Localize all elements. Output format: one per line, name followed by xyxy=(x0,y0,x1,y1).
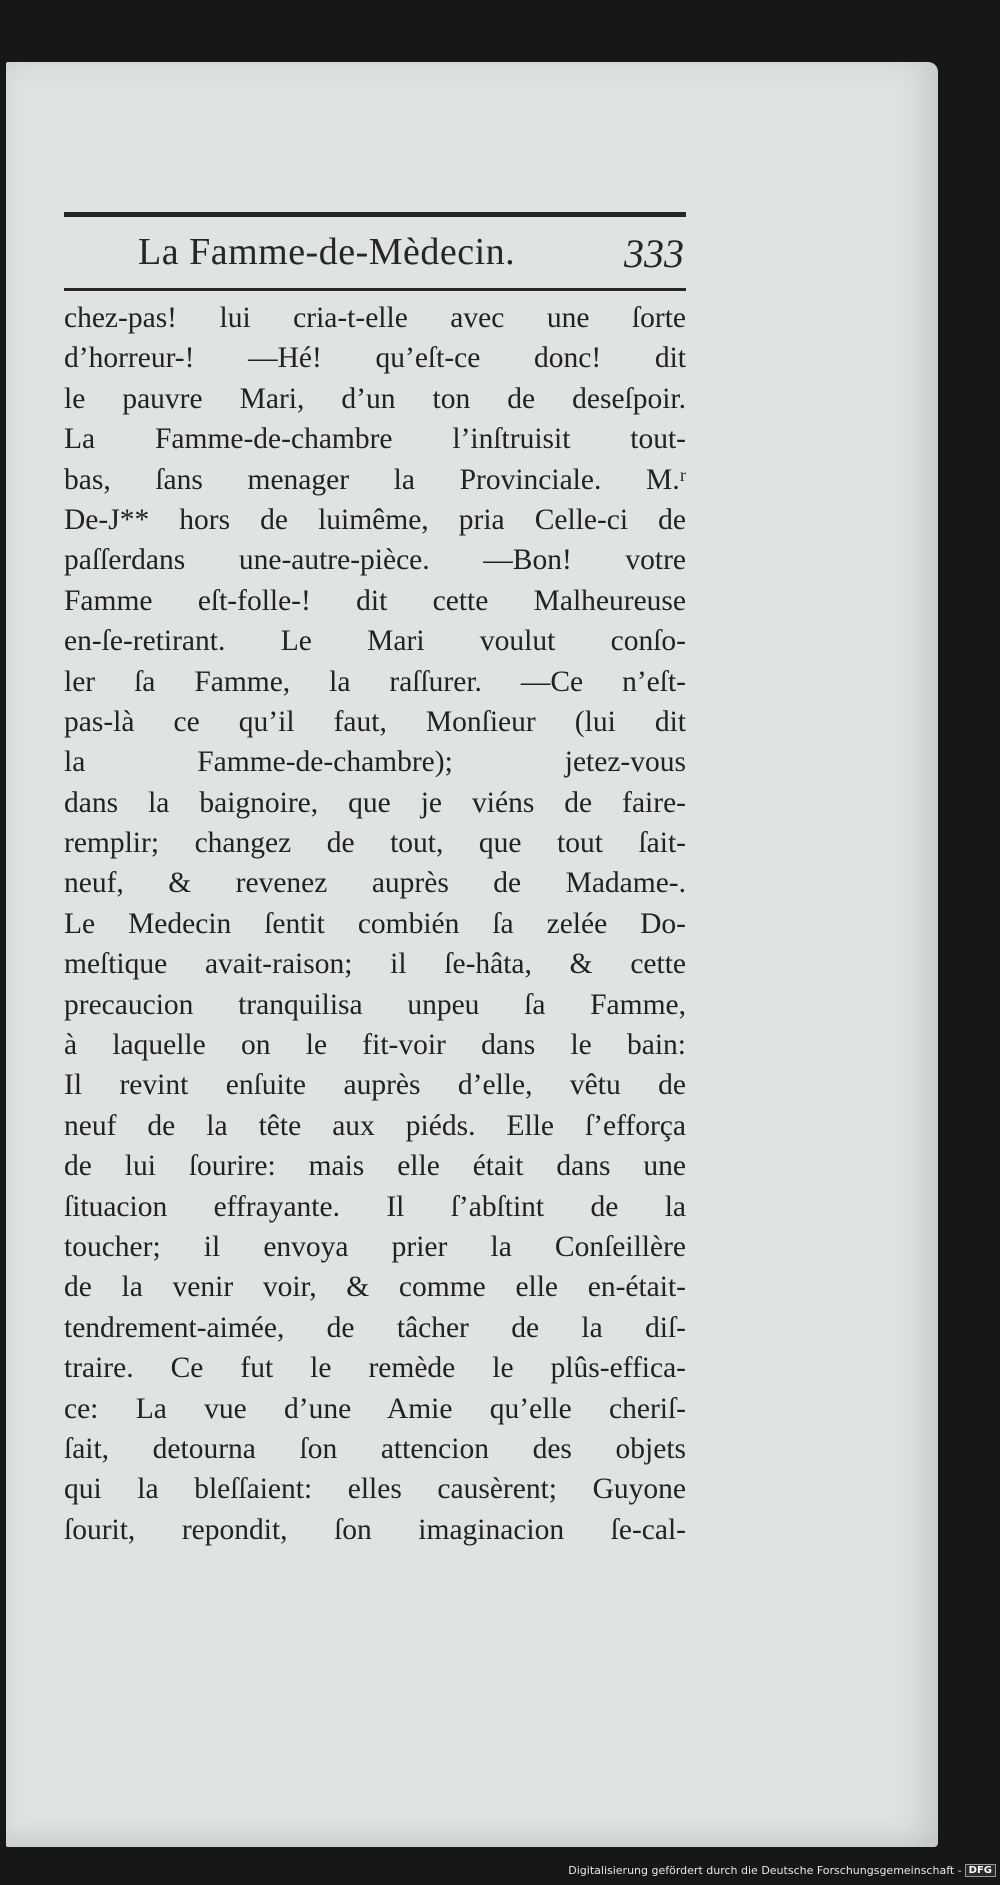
text-line: tendrement-aimée, de tâcher de la diſ- xyxy=(64,1311,686,1344)
text-line: le pauvre Mari, d’un ton de deseſpoir. xyxy=(64,382,686,415)
digitization-credit xyxy=(568,1864,996,1877)
text-line: remplir; changez de tout, que tout ſait- xyxy=(64,827,686,860)
text-line: qui la bleſſaient: elles causèrent; Guyone xyxy=(64,1473,686,1506)
text-line: meſtique avait-raison; il ſe-hâta, & cette xyxy=(64,948,686,981)
text-line: Il revint enſuite auprès d’elle, vêtu de xyxy=(64,1069,686,1102)
header-bottom-rule xyxy=(64,288,686,291)
text-line: Le Medecin ſentit combién ſa zelée Do- xyxy=(64,907,686,940)
text-line: Famme eſt-folle-! dit cette Malheureuse xyxy=(64,584,686,617)
text-line: traire. Ce fut le remède le plûs-effica- xyxy=(64,1352,686,1385)
text-line: bas, ſans menager la Provinciale. M.ʳ xyxy=(64,463,686,496)
text-line: neuf de la tête aux piéds. Elle ſ’efforça xyxy=(64,1109,686,1142)
body-text xyxy=(64,298,694,1550)
page-number: 333 xyxy=(624,231,684,276)
book-page xyxy=(6,62,938,1847)
text-line: ſourit, repondit, ſon imaginacion ſe-cal- xyxy=(64,1513,686,1546)
text-line: ler ſa Famme, la raſſurer. —Ce n’eſt- xyxy=(64,665,686,698)
text-line: de la venir voir, & comme elle en-était- xyxy=(64,1271,686,1304)
dfg-logo: DFG xyxy=(965,1864,996,1877)
text-line: de lui ſourire: mais elle était dans une xyxy=(64,1150,686,1183)
text-line: precaucion tranquilisa unpeu ſa Famme, xyxy=(64,988,686,1021)
text-line: neuf, & revenez auprès de Madame-. xyxy=(64,867,686,900)
credit-text: Digitalisierung gefördert durch die Deutsche Forschungsgemeinschaft - xyxy=(568,1864,962,1877)
text-line: toucher; il envoya prier la Conſeillère xyxy=(64,1230,686,1263)
text-line: en-ſe-retirant. Le Mari voulut conſo- xyxy=(64,625,686,658)
header-top-rule xyxy=(64,212,686,217)
running-header xyxy=(64,222,686,284)
text-line: dans la baignoire, que je viéns de faire- xyxy=(64,786,686,819)
text-line: ſait, detourna ſon attencion des objets xyxy=(64,1432,686,1465)
text-line: De-J** hors de luimême, pria Celle-ci de xyxy=(64,503,686,536)
text-line: ce: La vue d’une Amie qu’elle cheriſ- xyxy=(64,1392,686,1425)
running-title: La Famme-de-Mèdecin. xyxy=(138,231,516,273)
text-line: pas-là ce qu’il faut, Monſieur (lui dit xyxy=(64,705,686,738)
text-line: la Famme-de-chambre); jetez-vous xyxy=(64,746,686,779)
text-line: à laquelle on le fit-voir dans le bain: xyxy=(64,1029,686,1062)
text-line: ſituacion effrayante. Il ſ’abſtint de la xyxy=(64,1190,686,1223)
text-line: paſſerdans une-autre-pièce. —Bon! votre xyxy=(64,544,686,577)
text-line: d’horreur-! —Hé! qu’eſt-ce donc! dit xyxy=(64,342,686,375)
text-line: chez-pas! lui cria-t-elle avec une ſorte xyxy=(64,302,686,334)
text-line: La Famme-de-chambre l’inſtruisit tout- xyxy=(64,423,686,456)
